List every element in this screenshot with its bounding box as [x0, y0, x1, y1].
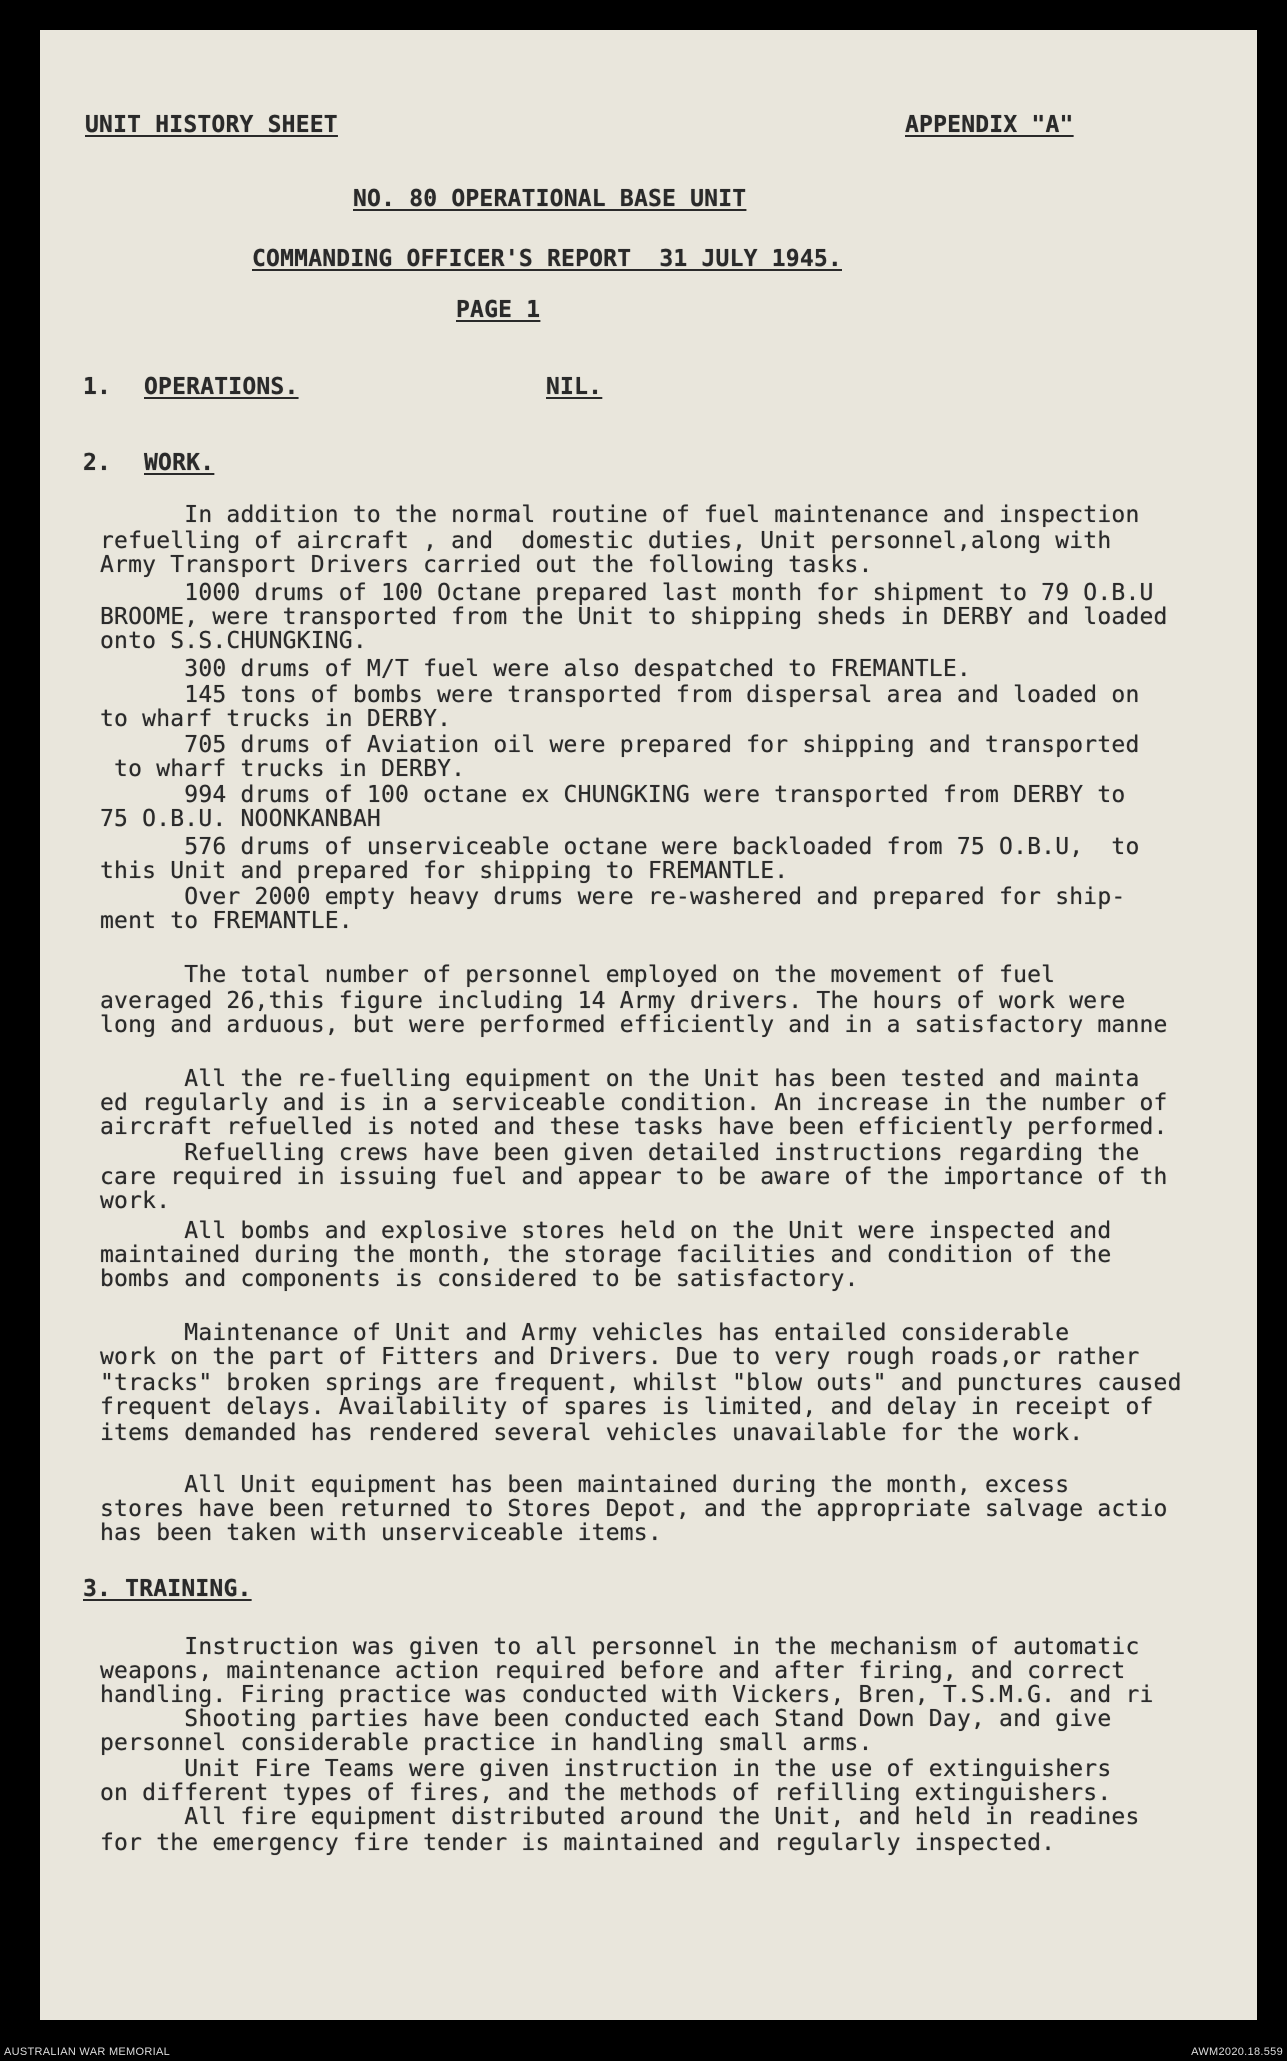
appendix-label: APPENDIX "A" [905, 112, 1074, 138]
body-line: work. [100, 1188, 171, 1214]
body-line: In addition to the normal routine of fuel maintenance and inspection [100, 502, 1140, 528]
body-line: All the re-fuelling equipment on the Unit has been tested and mainta [100, 1066, 1140, 1092]
archive-credit: AUSTRALIAN WAR MEMORIAL [4, 2046, 171, 2058]
section-heading-work: WORK. [144, 450, 215, 476]
body-line: Over 2000 empty heavy drums were re-washered and prepared for ship- [100, 884, 1126, 910]
body-line: "tracks" broken springs are frequent, whilst "blow outs" and punctures caused [100, 1370, 1182, 1396]
page-number: PAGE 1 [456, 297, 541, 323]
section-heading-operations: OPERATIONS. [144, 374, 299, 400]
body-line: long and arduous, but were performed efficiently and in a satisfactory manne [100, 1012, 1168, 1038]
unit-title: NO. 80 OPERATIONAL BASE UNIT [353, 186, 747, 212]
body-line: ed regularly and is in a serviceable condition. An increase in the number of [100, 1090, 1168, 1116]
document-page [40, 30, 1257, 2020]
body-line: weapons, maintenance action required before and after firing, and correct [100, 1658, 1126, 1684]
body-line: for the emergency fire tender is maintained and regularly inspected. [100, 1830, 1056, 1856]
body-line: to wharf trucks in DERBY. [100, 756, 466, 782]
section-heading-training: 3. TRAINING. [83, 1576, 252, 1602]
body-line: 145 tons of bombs were transported from dispersal area and loaded on [100, 682, 1140, 708]
body-line: averaged 26,this figure including 14 Army drivers. The hours of work were [100, 988, 1126, 1014]
body-line: 576 drums of unserviceable octane were backloaded from 75 O.B.U, to [100, 834, 1140, 860]
body-line: Maintenance of Unit and Army vehicles has entailed considerable [100, 1320, 1070, 1346]
body-line: this Unit and prepared for shipping to FREMANTLE. [100, 858, 789, 884]
body-line: 1000 drums of 100 Octane prepared last month for shipment to 79 O.B.U [100, 580, 1154, 606]
body-line: All bombs and explosive stores held on the Unit were inspected and [100, 1218, 1112, 1244]
body-line: bombs and components is considered to be satisfactory. [100, 1266, 859, 1292]
body-line: to wharf trucks in DERBY. [100, 706, 452, 732]
body-line: All Unit equipment has been maintained during the month, excess [100, 1472, 1070, 1498]
body-line: Shooting parties have been conducted each Stand Down Day, and give [100, 1706, 1112, 1732]
section-number: 2. [83, 450, 112, 476]
body-line: refuelling of aircraft , and domestic duties, Unit personnel,along with [100, 528, 1112, 554]
body-line: BROOME, were transported from the Unit to shipping sheds in DERBY and loaded [100, 604, 1168, 630]
body-line: ment to FREMANTLE. [100, 908, 353, 934]
body-line: 300 drums of M/T fuel were also despatched to FREMANTLE. [100, 656, 971, 682]
body-line: items demanded has rendered several vehicles unavailable for the work. [100, 1420, 1084, 1446]
body-line: care required in issuing fuel and appear to be aware of the importance of th [100, 1164, 1168, 1190]
sheet-header-left: UNIT HISTORY SHEET [85, 112, 338, 138]
body-line: 705 drums of Aviation oil were prepared for shipping and transported [100, 732, 1140, 758]
archive-reference: AWM2020.18.559 [1191, 2046, 1283, 2058]
body-line: on different types of fires, and the methods of refilling extinguishers. [100, 1780, 1112, 1806]
body-line: aircraft refuelled is noted and these tasks have been efficiently performed. [100, 1114, 1168, 1140]
body-line: stores have been returned to Stores Depot, and the appropriate salvage actio [100, 1496, 1168, 1522]
section-number: 1. [83, 374, 112, 400]
body-line: frequent delays. Availability of spares is limited, and delay in receipt of [100, 1394, 1154, 1420]
body-line: Army Transport Drivers carried out the following tasks. [100, 552, 873, 578]
body-line: All fire equipment distributed around the Unit, and held in readines [100, 1804, 1140, 1830]
body-line: 994 drums of 100 octane ex CHUNGKING were transported from DERBY to [100, 782, 1126, 808]
body-line: onto S.S.CHUNGKING. [100, 628, 367, 654]
body-line: maintained during the month, the storage facilities and condition of the [100, 1242, 1112, 1268]
body-line: Instruction was given to all personnel in the mechanism of automatic [100, 1634, 1140, 1660]
body-line: personnel considerable practice in handling small arms. [100, 1730, 873, 1756]
body-line: Unit Fire Teams were given instruction in the use of extinguishers [100, 1756, 1112, 1782]
operations-value: NIL. [546, 374, 603, 400]
body-line: Refuelling crews have been given detailed instructions regarding the [100, 1140, 1140, 1166]
body-line: 75 O.B.U. NOONKANBAH [100, 806, 381, 832]
body-line: handling. Firing practice was conducted with Vickers, Bren, T.S.M.G. and ri [100, 1682, 1154, 1708]
body-line: has been taken with unserviceable items. [100, 1520, 662, 1546]
report-title: COMMANDING OFFICER'S REPORT 31 JULY 1945. [252, 246, 842, 272]
body-line: The total number of personnel employed on the movement of fuel [100, 962, 1056, 988]
body-line: work on the part of Fitters and Drivers. Due to very rough roads,or rather [100, 1344, 1140, 1370]
